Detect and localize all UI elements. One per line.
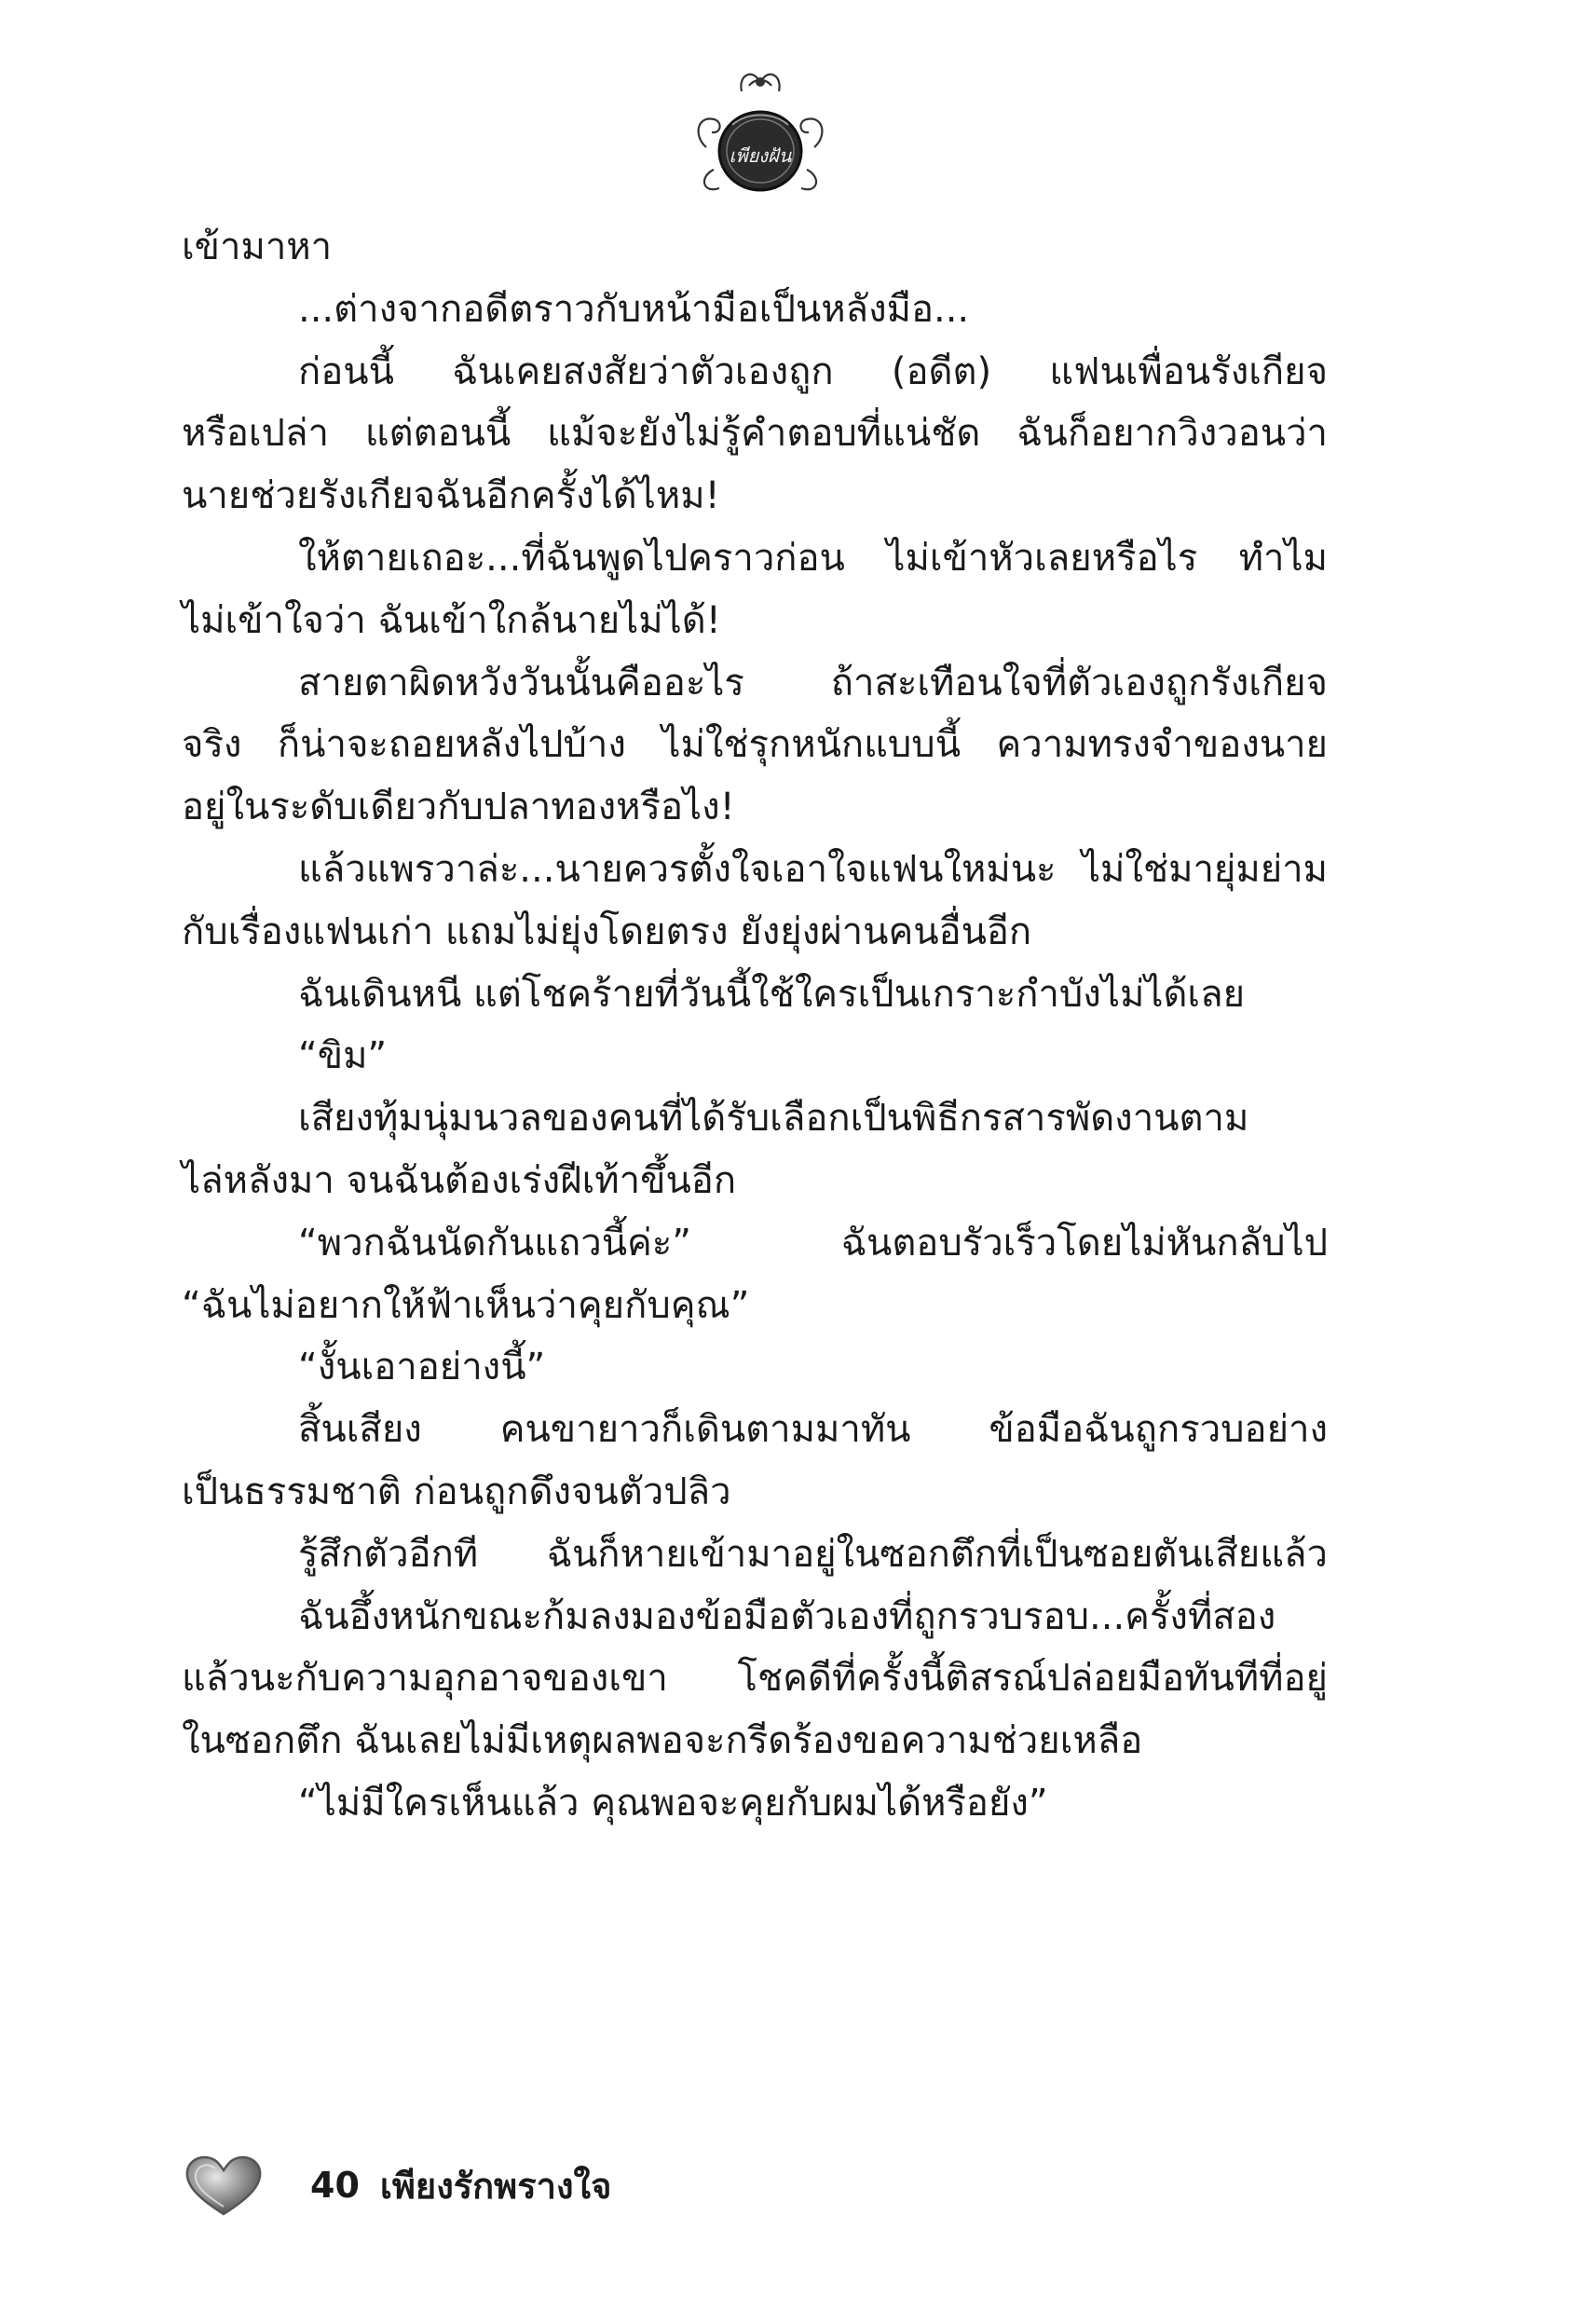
text-line: อยู่ในระดับเดียวกับปลาทองหรือไง! (182, 786, 735, 829)
text-line: สิ้นเสียง คนขายาวก็เดินตามมาทัน ข้อมือฉันถูกรวบอย่าง (298, 1408, 1328, 1452)
page-number: 40 (310, 2165, 360, 2206)
text-line: นายช่วยรังเกียจฉันอีกครั้งได้ไหม! (182, 474, 720, 518)
text-line: “ขิม” (298, 1034, 388, 1078)
text-line: เป็นธรรมชาติ ก่อนถูกดึงจนตัวปลิว (182, 1470, 731, 1513)
logo-text: เพียงฝัน (729, 144, 792, 167)
text-line: จริง ก็น่าจะถอยหลังไปบ้าง ไม่ใช่รุกหนักแบบนี้ ความทรงจำของนาย (182, 723, 1328, 767)
text-line: ...ต่างจากอดีตราวกับหน้ามือเป็นหลังมือ... (298, 287, 970, 331)
body-text (182, 216, 1328, 1835)
text-line: ก่อนนี้ ฉันเคยสงสัยว่าตัวเองถูก (อดีต) แฟนเพื่อนรังเกียจ (298, 349, 1328, 393)
text-line: ในซอกตึก ฉันเลยไม่มีเหตุผลพอจะกรีดร้องขอความช่วยเหลือ (182, 1719, 1143, 1763)
text-line: ไม่เข้าใจว่า ฉันเข้าใกล้นายไม่ได้! (182, 598, 721, 642)
text-line: “งั้นเอาอย่างนี้” (298, 1346, 546, 1389)
text-line: แล้วนะกับความอุกอาจของเขา โชคดีที่ครั้งนี้ติสรณ์ปล่อยมือทันทีที่อยู่ (182, 1657, 1328, 1701)
text-line: “พวกฉันนัดกันแถวนี้ค่ะ” ฉันตอบรัวเร็วโดยไม่หันกลับไป (298, 1221, 1328, 1265)
text-line: ไล่หลังมา จนฉันต้องเร่งฝีเท้าขึ้นอีก (182, 1158, 737, 1202)
book-title: เพียงรักพรางใจ (379, 2165, 612, 2207)
text-line: เข้ามาหา (182, 226, 333, 268)
text-line: “ไม่มีใครเห็นแล้ว คุณพอจะคุยกับผมได้หรือยัง” (298, 1781, 1048, 1825)
text-line: ฉันเดินหนี แต่โชคร้ายที่วันนี้ใช้ใครเป็นเกราะกำบังไม่ได้เลย (298, 972, 1246, 1016)
text-line: เสียงทุ้มนุ่มนวลของคนที่ได้รับเลือกเป็นพิธีกรสารพัดงานตาม (298, 1097, 1249, 1141)
text-line: กับเรื่องแฟนเก่า แถมไม่ยุ่งโดยตรง ยังยุ่งผ่านคนอื่นอีก (182, 909, 1032, 953)
text-line: ให้ตายเถอะ...ที่ฉันพูดไปคราวก่อน ไม่เข้าหัวเลยหรือไร ทำไม (298, 536, 1328, 580)
text-line: ฉันอึ้งหนักขณะก้มลงมองข้อมือตัวเองที่ถูกรวบรอบ...ครั้งที่สอง (298, 1594, 1276, 1638)
text-line: แล้วแพรวาล่ะ...นายควรตั้งใจเอาใจแฟนใหม่นะ ไม่ใช่มายุ่มย่าม (298, 847, 1328, 891)
page-footer (182, 2148, 611, 2222)
text-line: รู้สึกตัวอีกที ฉันก็หายเข้ามาอยู่ในซอกตึกที่เป็นซอยตันเสียแล้ว (298, 1532, 1328, 1576)
text-line: หรือเปล่า แต่ตอนนี้ แม้จะยังไม่รู้คำตอบที่แน่ชัด ฉันก็อยากวิงวอนว่า (182, 412, 1328, 456)
heart-icon (182, 2153, 266, 2218)
text-line: “ฉันไม่อยากให้ฟ้าเห็นว่าคุยกับคุณ” (182, 1283, 750, 1327)
text-line: สายตาผิดหวังวันนั้นคืออะไร ถ้าสะเทือนใจที่ตัวเองถูกรังเกียจ (298, 661, 1328, 704)
publisher-logo (686, 58, 835, 207)
